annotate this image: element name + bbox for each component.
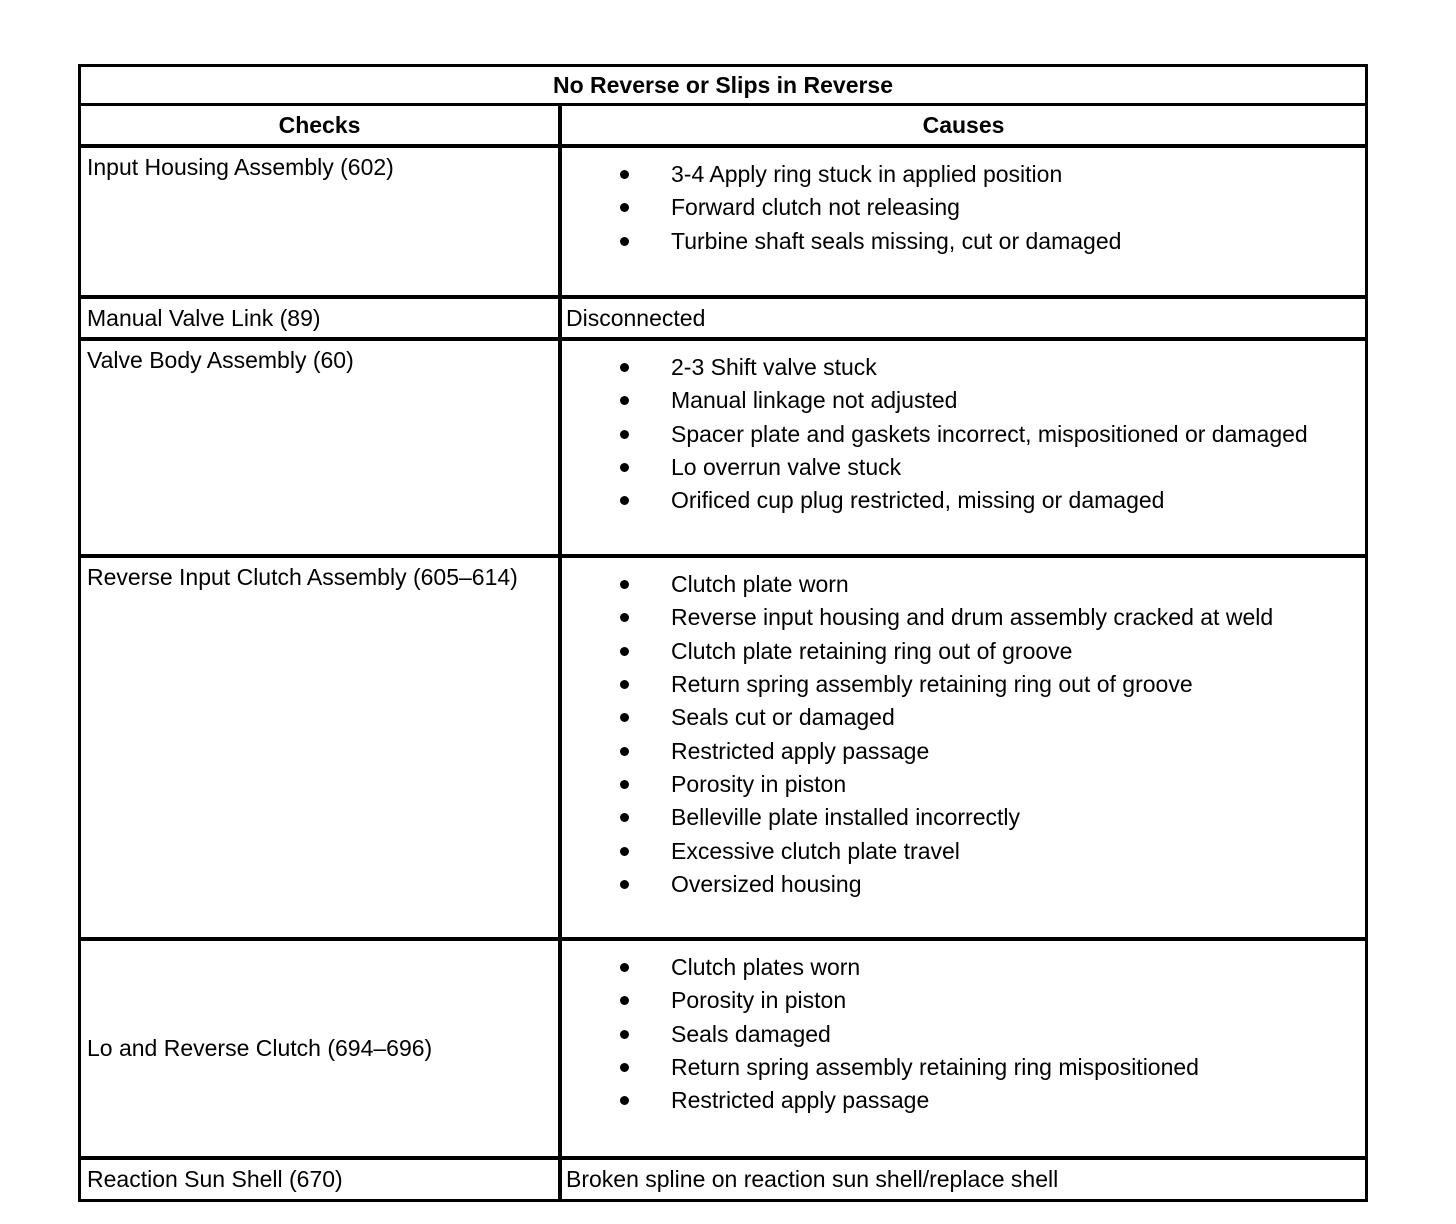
check-cell: Lo and Reverse Clutch (694–696) [81, 941, 562, 1156]
causes-cell [562, 558, 1365, 937]
bullet-icon [620, 496, 629, 505]
bullet-icon [620, 647, 629, 656]
list-item: Orificed cup plug restricted, missing or damaged [566, 484, 1365, 517]
causes-cell: Disconnected [566, 304, 706, 331]
list-item: Return spring assembly retaining ring out of groove [566, 668, 1365, 701]
causes-cell: Broken spline on reaction sun shell/replace shell [566, 1166, 1059, 1192]
bullet-icon [620, 747, 629, 756]
list-item: Lo overrun valve stuck [566, 451, 1365, 484]
list-item: Return spring assembly retaining ring mispositioned [566, 1051, 1365, 1084]
causes-list [566, 347, 1365, 517]
bullet-icon [620, 996, 629, 1005]
check-cell: Reverse Input Clutch Assembly (605–614) [81, 558, 562, 937]
causes-cell [562, 941, 1365, 1156]
list-item: 2-3 Shift valve stuck [566, 351, 1365, 384]
table-row [81, 341, 1365, 558]
bullet-icon [620, 363, 629, 372]
bullet-icon [620, 1030, 629, 1039]
list-item: Excessive clutch plate travel [566, 834, 1365, 867]
bullet-icon [620, 847, 629, 856]
list-item: Clutch plates worn [566, 951, 1365, 984]
list-item: Seals damaged [566, 1018, 1365, 1051]
table-title: No Reverse or Slips in Reverse [81, 67, 1365, 106]
bullet-icon [620, 237, 629, 246]
bullet-icon [620, 1096, 629, 1105]
list-item: Oversized housing [566, 868, 1365, 901]
list-item: Porosity in piston [566, 984, 1365, 1017]
list-item: Belleville plate installed incorrectly [566, 801, 1365, 834]
bullet-icon [620, 680, 629, 689]
bullet-icon [620, 880, 629, 889]
bullet-icon [620, 713, 629, 722]
bullet-icon [620, 463, 629, 472]
header-row [81, 106, 1365, 148]
bullet-icon [620, 203, 629, 212]
causes-list [566, 154, 1365, 258]
bullet-icon [620, 613, 629, 622]
causes-cell [562, 148, 1365, 295]
bullet-icon [620, 170, 629, 179]
list-item: 3-4 Apply ring stuck in applied position [566, 158, 1365, 191]
list-item: Clutch plate retaining ring out of groove [566, 635, 1365, 668]
bullet-icon [620, 780, 629, 789]
bullet-icon [620, 1063, 629, 1072]
causes-cell [562, 341, 1365, 554]
bullet-icon [620, 396, 629, 405]
table-row [81, 941, 1365, 1160]
table-row [81, 299, 1365, 341]
table-row [81, 148, 1365, 299]
check-cell: Input Housing Assembly (602) [81, 148, 562, 295]
list-item: Restricted apply passage [566, 1084, 1365, 1117]
list-item: Restricted apply passage [566, 734, 1365, 767]
bullet-icon [620, 580, 629, 589]
check-cell: Reaction Sun Shell (670) [81, 1160, 562, 1199]
check-cell: Manual Valve Link (89) [81, 299, 562, 337]
diagnosis-table [78, 64, 1368, 1202]
bullet-icon [620, 963, 629, 972]
list-item: Seals cut or damaged [566, 701, 1365, 734]
list-item: Porosity in piston [566, 768, 1365, 801]
list-item: Reverse input housing and drum assembly cracked at weld [566, 601, 1365, 634]
bullet-icon [620, 430, 629, 439]
causes-list [566, 564, 1365, 901]
bullet-icon [620, 813, 629, 822]
list-item: Manual linkage not adjusted [566, 384, 1365, 417]
table-row [81, 558, 1365, 941]
checks-header: Checks [81, 106, 562, 144]
causes-header: Causes [922, 111, 1005, 138]
causes-list [566, 947, 1365, 1117]
table-row [81, 1160, 1365, 1199]
list-item: Clutch plate worn [566, 568, 1365, 601]
check-cell: Valve Body Assembly (60) [81, 341, 562, 554]
list-item: Turbine shaft seals missing, cut or damaged [566, 225, 1365, 258]
list-item: Forward clutch not releasing [566, 191, 1365, 224]
list-item: Spacer plate and gaskets incorrect, mispositioned or damaged [566, 418, 1365, 451]
